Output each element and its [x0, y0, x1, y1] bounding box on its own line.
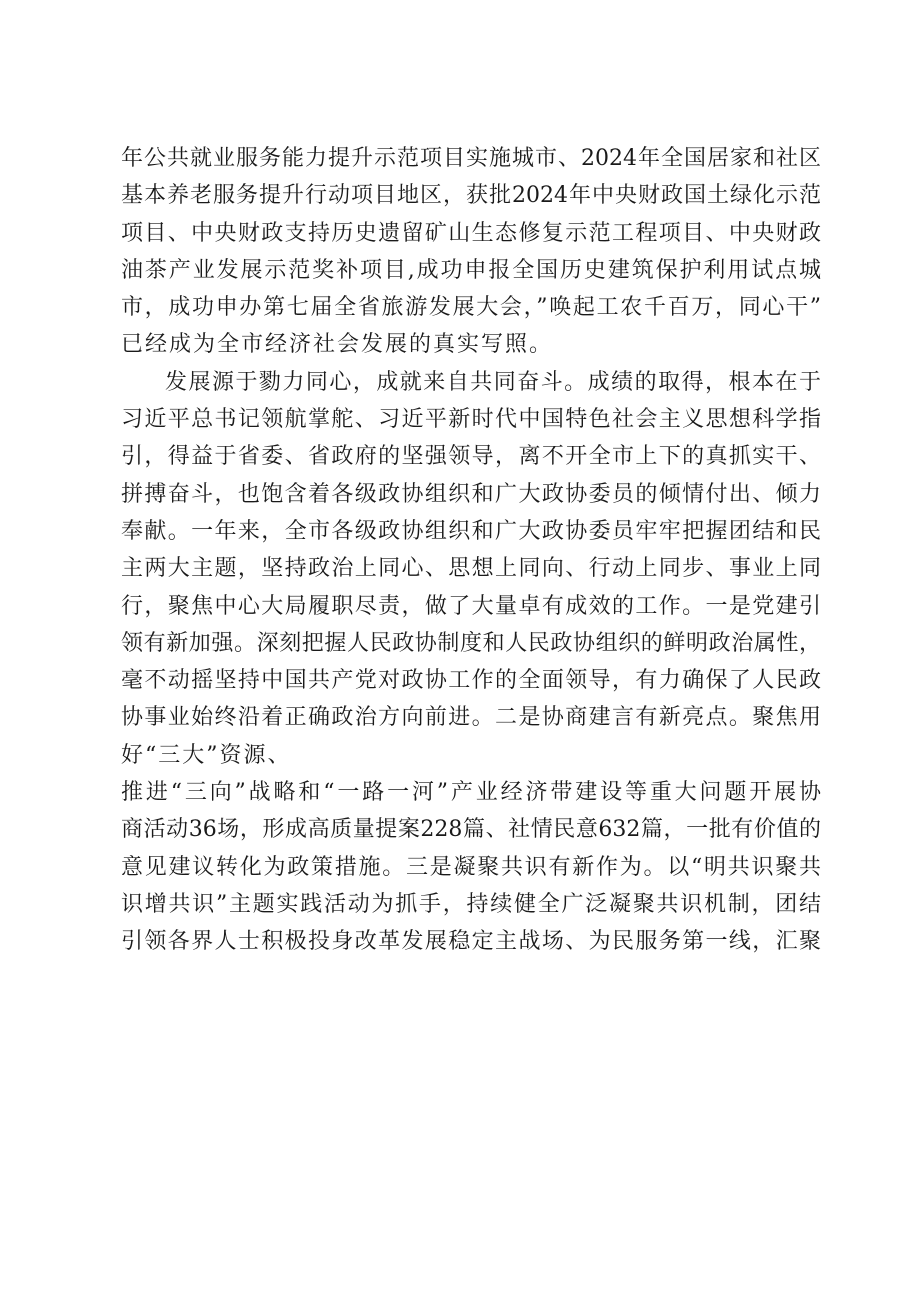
text-line: 毫不动摇坚持中国共产党对政协工作的全面领导，有力确保了人民政	[121, 668, 821, 694]
paragraph-2	[121, 364, 821, 774]
text-line: 协事业始终沿着正确政治方向前进。二是协商建言有新亮点。聚焦用	[121, 705, 821, 731]
text-line: 年公共就业服务能力提升示范项目实施城市、2024年全国居家和社区	[121, 146, 821, 171]
text-line: 推进“三向”战略和“一路一河”产业经济带建设等重大问题开展协	[121, 780, 821, 806]
text-line: 引领各界人士积极投身改革发展稳定主战场、为民服务第一线，汇聚	[121, 929, 821, 955]
text-line: 基本养老服务提升行动项目地区，获批2024年中央财政国土绿化示范	[121, 183, 821, 209]
paragraph-1	[121, 140, 821, 364]
text-line: 主两大主题，坚持政治上同心、思想上同向、行动上同步、事业上同	[121, 556, 821, 582]
text-line: 商活动36场，形成高质量提案228篇、社情民意632篇，一批有价值的	[121, 817, 821, 843]
text-line: 油茶产业发展示范奖补项目,成功申报全国历史建筑保护利用试点城	[121, 257, 821, 283]
text-line: 习近平总书记领航掌舵、习近平新时代中国特色社会主义思想科学指	[121, 407, 821, 433]
text-line: 拼搏奋斗，也饱含着各级政协组织和广大政协委员的倾情付出、倾力	[121, 481, 821, 507]
text-line: 引，得益于省委、省政府的坚强领导，离不开全市上下的真抓实干、	[121, 444, 821, 470]
text-line: 奉献。一年来，全市各级政协组织和广大政协委员牢牢把握团结和民	[121, 518, 821, 544]
text-line: 发展源于勠力同心，成就来自共同奋斗。成绩的取得，根本在于	[165, 369, 821, 395]
text-line: 行，聚焦中心大局履职尽责，做了大量卓有成效的工作。一是党建引	[121, 593, 821, 619]
text-line: 项目、中央财政支持历史遗留矿山生态修复示范工程项目、中央财政	[121, 220, 821, 246]
text-line: 意见建议转化为政策措施。三是凝聚共识有新作为。以“明共识聚共	[121, 854, 821, 880]
text-line: 好“三大”资源、	[121, 742, 292, 768]
text-line: 领有新加强。深刻把握人民政协制度和人民政协组织的鲜明政治属性，	[121, 630, 821, 656]
text-line: 识增共识”主题实践活动为抓手，持续健全广泛凝聚共识机制，团结	[121, 891, 821, 917]
paragraph-3	[121, 774, 821, 960]
text-line: 市，成功申办第七届全省旅游发展大会，”唤起工农千百万，同心干”	[121, 295, 821, 321]
document-body	[121, 140, 821, 961]
text-line: 已经成为全市经济社会发展的真实写照。	[121, 332, 554, 358]
